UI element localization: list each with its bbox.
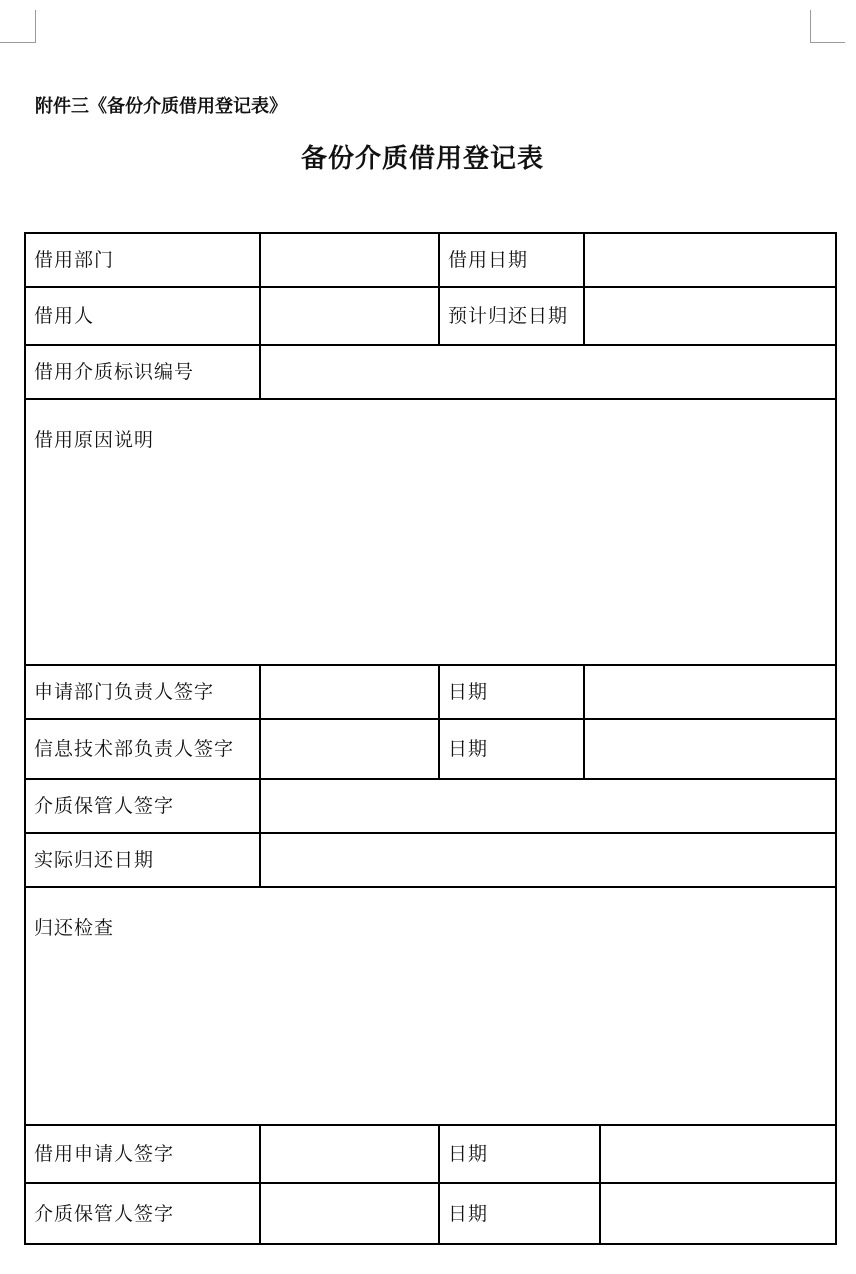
media-id-field[interactable] [260, 345, 836, 399]
custodian-sign-field-2[interactable] [260, 1183, 439, 1244]
row-reason [25, 399, 836, 665]
it-dept-head-sign-field[interactable] [260, 719, 439, 779]
date-label-2: 日期 [439, 719, 584, 779]
date-field-1[interactable] [584, 665, 836, 719]
borrow-applicant-sign-field[interactable] [260, 1125, 439, 1183]
row-actual-return [25, 833, 836, 887]
date-label-3: 日期 [439, 1125, 600, 1183]
borrow-dept-label: 借用部门 [25, 233, 260, 287]
custodian-sign-label-2: 介质保管人签字 [25, 1183, 260, 1244]
applicant-dept-head-sign-label: 申请部门负责人签字 [25, 665, 260, 719]
borrow-dept-field[interactable] [260, 233, 439, 287]
attachment-caption: 附件三《备份介质借用登记表》 [35, 96, 287, 117]
crop-mark-top-right [810, 10, 845, 43]
expected-return-date-label: 预计归还日期 [439, 287, 584, 345]
reason-label: 借用原因说明 [34, 429, 155, 451]
borrow-date-label: 借用日期 [439, 233, 584, 287]
row-custodian [25, 779, 836, 833]
date-field-2[interactable] [584, 719, 836, 779]
actual-return-date-label: 实际归还日期 [25, 833, 260, 887]
borrower-label: 借用人 [25, 287, 260, 345]
borrow-register-form [24, 232, 835, 1243]
return-check-label: 归还检查 [34, 917, 115, 939]
row-borrower [25, 287, 836, 345]
date-field-3[interactable] [600, 1125, 836, 1183]
borrow-date-field[interactable] [584, 233, 836, 287]
reason-box[interactable] [25, 399, 836, 665]
it-dept-head-sign-label: 信息技术部负责人签字 [25, 719, 260, 779]
crop-mark-top-left [0, 10, 36, 43]
form-table [24, 232, 837, 1245]
form-title: 备份介质借用登记表 [300, 144, 544, 174]
expected-return-date-field[interactable] [584, 287, 836, 345]
actual-return-date-field[interactable] [260, 833, 836, 887]
borrower-field[interactable] [260, 287, 439, 345]
row-applicant-dept-head [25, 665, 836, 719]
applicant-dept-head-sign-field[interactable] [260, 665, 439, 719]
row-borrow-applicant [25, 1125, 836, 1183]
media-id-label: 借用介质标识编号 [25, 345, 260, 399]
date-label-4: 日期 [439, 1183, 600, 1244]
date-label-1: 日期 [439, 665, 584, 719]
custodian-sign-field[interactable] [260, 779, 836, 833]
date-field-4[interactable] [600, 1183, 836, 1244]
return-check-box[interactable] [25, 887, 836, 1125]
row-borrow-dept [25, 233, 836, 287]
row-media-id [25, 345, 836, 399]
custodian-sign-label: 介质保管人签字 [25, 779, 260, 833]
row-it-dept-head [25, 719, 836, 779]
borrow-applicant-sign-label: 借用申请人签字 [25, 1125, 260, 1183]
row-return-check [25, 887, 836, 1125]
row-custodian-final [25, 1183, 836, 1244]
